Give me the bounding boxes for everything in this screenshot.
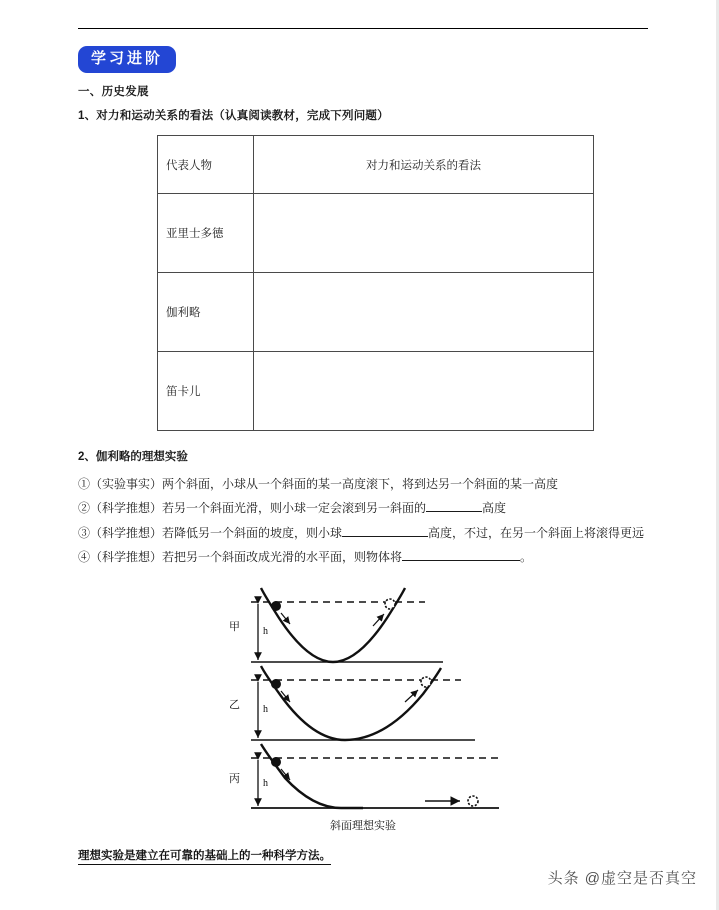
ball-hollow-jia [385, 599, 395, 609]
table-header-person: 代表人物 [158, 136, 254, 194]
ball-solid-yi [271, 679, 281, 689]
item-text: 两个斜面，小球从一个斜面的某一高度滚下，将到达另一个斜面的某一高度 [162, 477, 559, 492]
document-content [78, 46, 648, 865]
table-cell-person: 伽利略 [158, 273, 254, 352]
answer-blank[interactable] [402, 560, 520, 561]
panel-label-yi: 乙 [229, 699, 240, 711]
panel-label-jia: 甲 [229, 621, 240, 633]
incline-diagram-svg [213, 584, 513, 816]
ball-hollow-bing [468, 796, 478, 806]
panel-jia [229, 588, 443, 662]
item-text: 若降低另一个斜面的坡度，则小球 [162, 525, 343, 540]
table-cell-view[interactable] [254, 273, 594, 352]
table-row [158, 194, 594, 273]
table-row [158, 352, 594, 431]
ball-solid-bing [271, 757, 281, 767]
ball-hollow-yi [421, 677, 431, 687]
ramp-curve-jia [261, 588, 405, 662]
table-cell-person: 亚里士多德 [158, 194, 254, 273]
figure-caption: 斜面理想实验 [330, 820, 396, 832]
badge-row [78, 46, 648, 73]
item-text: 若把另一个斜面改成光滑的水平面，则物体将 [162, 549, 403, 564]
item-marker: ②（科学推想） [78, 501, 163, 516]
table-header-view: 对力和运动关系的看法 [254, 136, 594, 194]
item-marker: ①（实验事实） [78, 477, 163, 492]
panel-bing [229, 744, 499, 808]
ramp-curve-yi [261, 666, 441, 740]
item-text-tail: 高度，不过，在另一个斜面上将滚得更远 [428, 525, 645, 540]
footer-note: 理想实验是建立在可靠的基础上的一种科学方法。 [78, 847, 331, 865]
item-marker: ③（科学推想） [78, 525, 163, 540]
panel-yi [229, 666, 475, 740]
header-divider [78, 28, 648, 29]
ball-solid-jia [271, 601, 281, 611]
table-cell-person: 笛卡儿 [158, 352, 254, 431]
answer-blank[interactable] [342, 536, 428, 537]
experiment-item-1 [78, 473, 648, 495]
table-row [158, 273, 594, 352]
height-label-bing: h [263, 778, 268, 789]
answer-blank[interactable] [426, 511, 482, 512]
item-text: 若另一个斜面光滑，则小球一定会滚到另一斜面的 [162, 501, 427, 516]
panel-label-bing: 丙 [229, 773, 240, 785]
experiment-item-4 [78, 546, 648, 568]
motion-arrow-up-yi [405, 690, 418, 702]
item-text-tail: 高度 [482, 501, 507, 516]
watermark: 头条 @虚空是否真空 [547, 870, 697, 887]
subsection-heading: 1、对力和运动关系的看法（认真阅读教材，完成下列问题） [78, 110, 389, 123]
height-label-jia: h [263, 626, 268, 637]
ramp-curve-bing [261, 744, 363, 808]
incline-experiment-figure [78, 584, 648, 833]
views-table [157, 135, 594, 431]
height-label-yi: h [263, 704, 268, 715]
item-text-tail: 。 [520, 549, 533, 564]
table-cell-view[interactable] [254, 352, 594, 431]
experiment-item-3 [78, 522, 648, 544]
section-heading: 一、历史发展 [78, 86, 149, 99]
study-progress-badge: 学习进阶 [78, 46, 176, 73]
experiment-item-2 [78, 497, 648, 519]
experiment-title: 2、伽利略的理想实验 [78, 451, 188, 464]
item-marker: ④（科学推想） [78, 549, 163, 564]
table-header-row [158, 136, 594, 194]
table-cell-view[interactable] [254, 194, 594, 273]
